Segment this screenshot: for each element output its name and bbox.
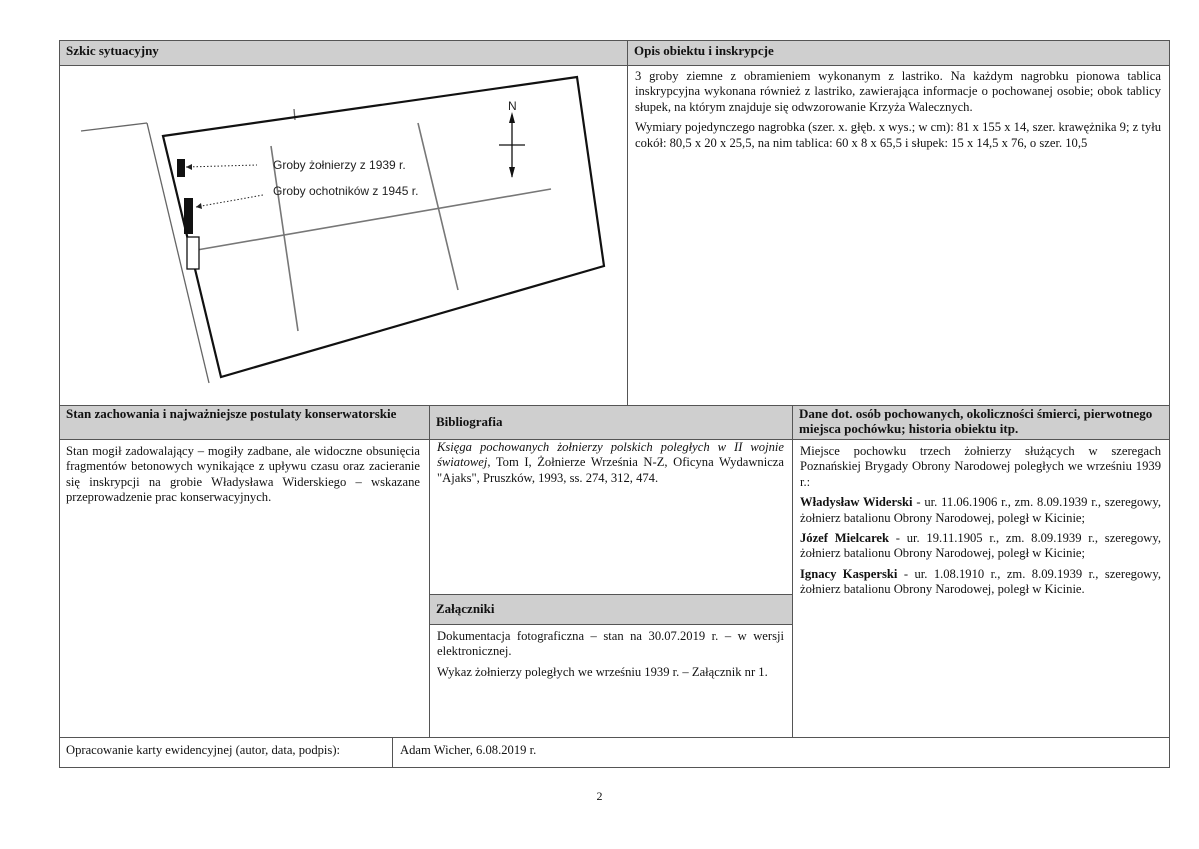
description-header: Opis obiektu i inskrypcje <box>627 40 1169 65</box>
sketch-header: Szkic sytuacyjny <box>59 40 627 65</box>
buried-intro: Miejsce pochowku trzech żołnierzy służących w szeregach Poznańskiej Brygady Obrony Narodowej poległych we wrześniu 1939 r.: <box>800 444 1161 489</box>
bibliography-title: Księga pochowanych żołnierzy polskich poległych w II wojnie światowej <box>437 440 784 470</box>
description-paragraph-2: Wymiary pojedynczego nagrobka (szer. x. głęb. x wys.; w cm): 81 x 155 x 14, szer. krawężnika 9; z tyłu cokół: 80,5 x 20 x 25,5, na nim tablica: 60 x 8 x 65,5 i słupek: 15 x 14,5 x 76, o szer. 10,5 <box>635 120 1161 150</box>
page-number: 2 <box>596 789 603 803</box>
north-label: N <box>508 99 517 113</box>
person-entry: Józef Mielcarek - ur. 19.11.1905 r., zm. 8.09.1939 r., szeregowy, żołnierz batalionu Obrony Narodowej, poległ w Kicinie; <box>800 531 1161 561</box>
bibliography-header: Bibliografia <box>429 405 792 439</box>
buried-body <box>792 440 1169 603</box>
attachment-item-2: Wykaz żołnierzy poległych we wrześniu 1939 r. – Załącznik nr 1. <box>437 664 768 679</box>
situational-sketch-drawing <box>59 65 627 405</box>
graves-1945-marker <box>184 198 193 234</box>
attachments-header: Załączniki <box>429 594 792 624</box>
label-soldiers-1939: Groby żołnierzy z 1939 r. <box>273 158 406 172</box>
attachment-item-1: Dokumentacja fotograficzna – stan na 30.07.2019 r. – w wersji elektronicznej. <box>437 629 784 659</box>
label-volunteers-1945: Groby ochotników z 1945 r. <box>273 184 419 198</box>
description-body <box>627 66 1169 405</box>
attachments-body <box>429 625 792 685</box>
person-entry: Władysław Widerski - ur. 11.06.1906 r., zm. 8.09.1939 r., szeregowy, żołnierz batalionu Obrony Narodowej, poległ w Kicinie; <box>800 495 1161 525</box>
condition-header: Stan zachowania i najważniejsze postulaty konserwatorskie <box>59 405 429 439</box>
person-entry: Ignacy Kasperski - ur. 1.08.1910 r., zm. 8.09.1939 r., szeregowy, żołnierz batalionu Obrony Narodowej, poległ w Kicinie. <box>800 566 1161 597</box>
description-paragraph-1: 3 groby ziemne z obramieniem wykonanym z lastriko. Na każdym nagrobku pionowa tablica inskrypcyjna wykonana również z lastriko, zawierająca informacje o pochowanej osobie; obok tablicy słupek, na którym znajduje się odwzorowanie Krzyża Walecznych. <box>635 69 1161 114</box>
footer-value: Adam Wicher, 6.08.2019 r. <box>400 743 537 757</box>
graves-1939-marker <box>177 159 185 177</box>
bibliography-details: , Tom I, Żołnierze Września N-Z, Oficyna Wydawnicza "Ajaks", Pruszków, 1993, ss. 274, 312, 474. <box>437 455 784 485</box>
condition-body: Stan mogił zadowalający – mogiły zadbane, ale widoczne obsunięcia fragmentów betonowych wynikające z upływu czasu oraz zacieranie się inskrypcji na grobie Władysława Widerskiego – wskazane przeprowadzenie prac konserwacyjnych. <box>66 444 420 505</box>
footer-label: Opracowanie karty ewidencyjnej (autor, data, podpis): <box>66 743 341 757</box>
buried-header: Dane dot. osób pochowanych, okoliczności śmierci, pierwotnego miejsca pochówku; historia obiektu itp. <box>792 405 1169 439</box>
bibliography-body <box>429 440 792 486</box>
sketch-area <box>59 65 627 405</box>
